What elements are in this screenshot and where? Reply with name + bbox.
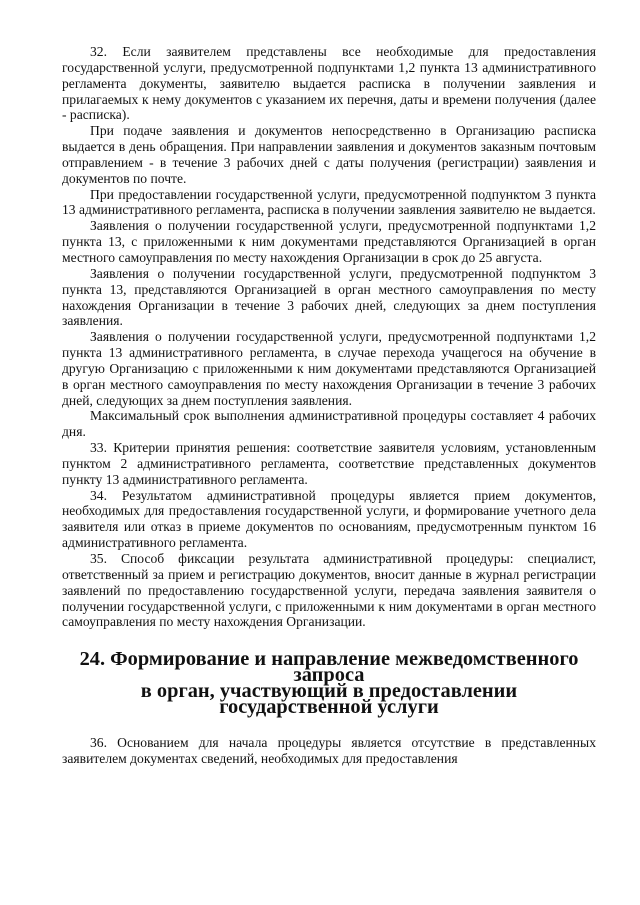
paragraph-receipt-issue: При подаче заявления и документов непосредственно в Организацию расписка выдается в день обращения. При направлении заявления и документов заказным почтовым отправлением - в течение 3 рабочих дней с даты получения (регистрации) заявления и документов по почте.	[62, 123, 596, 186]
paragraph-receipt-not-issued: При предоставлении государственной услуги, предусмотренной подпунктом 3 пункта 13 административного регламента, расписка в получении заявления заявителю не выдается.	[62, 186, 596, 218]
paragraph-applications-subpoint-3: Заявления о получении государственной услуги, предусмотренной подпунктом 3 пункта 13, представляются Организацией в орган местного самоуправления по месту нахождения Организации в течение 3 рабочих дней, следующих за днем поступления заявления.	[62, 265, 596, 329]
paragraph-32: 32. Если заявителем представлены все необходимые для предоставления государственной услуги, предусмотренной подпунктами 1,2 пункта 13 административного регламента документы, заявителю выдается расписка в получении заявления и прилагаемых к нему документов с указанием их перечня, даты и времени получения (далее - расписка).	[62, 44, 596, 123]
paragraph-36: 36. Основанием для начала процедуры является отсутствие в представленных заявителем документах сведений, необходимых для предоставления	[62, 735, 596, 767]
paragraph-35: 35. Способ фиксации результата административной процедуры: специалист, ответственный за прием и регистрацию документов, вносит данные в журнал регистрации заявлений по предоставлению государственной услуги, передача заявления заявителя о получении государственной услуги, с приложенными к ним документами в орган местного самоуправления по месту нахождения Организации.	[62, 551, 596, 630]
paragraph-max-duration: Максимальный срок выполнения административной процедуры составляет 4 рабочих дня.	[62, 408, 596, 440]
paragraph-34: 34. Результатом административной процедуры является прием документов, необходимых для предоставления государственной услуги, и формирование учетного дела заявителя или отказ в приеме документов по основаниям, предусмотренным пунктом 16 административного регламента.	[62, 487, 596, 551]
paragraph-applications-transfer: Заявления о получении государственной услуги, предусмотренной подпунктами 1,2 пункта 13 административного регламента, в случае перехода учащегося на обучение в другую Организацию с приложенными к ним документами представляются Организацией в орган местного самоуправления по месту нахождения Организации в течение 3 рабочих дней, следующих за днем поступления заявления.	[62, 329, 596, 408]
paragraph-33: 33. Критерии принятия решения: соответствие заявителя условиям, установленным пунктом 2 административного регламента, соответствие представленных документов пункту 13 административного регламента.	[62, 440, 596, 487]
paragraph-applications-deadline: Заявления о получении государственной услуги, предусмотренной подпунктами 1,2 пункта 13, с приложенными к ним документами представляются Организацией в орган местного самоуправления по месту нахождения Организации в срок до 25 августа.	[62, 218, 596, 265]
section-heading-line-2: в орган, участвующий в предоставлении государственной услуги	[140, 680, 518, 719]
section-heading-24	[62, 648, 596, 719]
section-heading-line-1: 24. Формирование и направление межведомственного запроса	[79, 648, 579, 687]
